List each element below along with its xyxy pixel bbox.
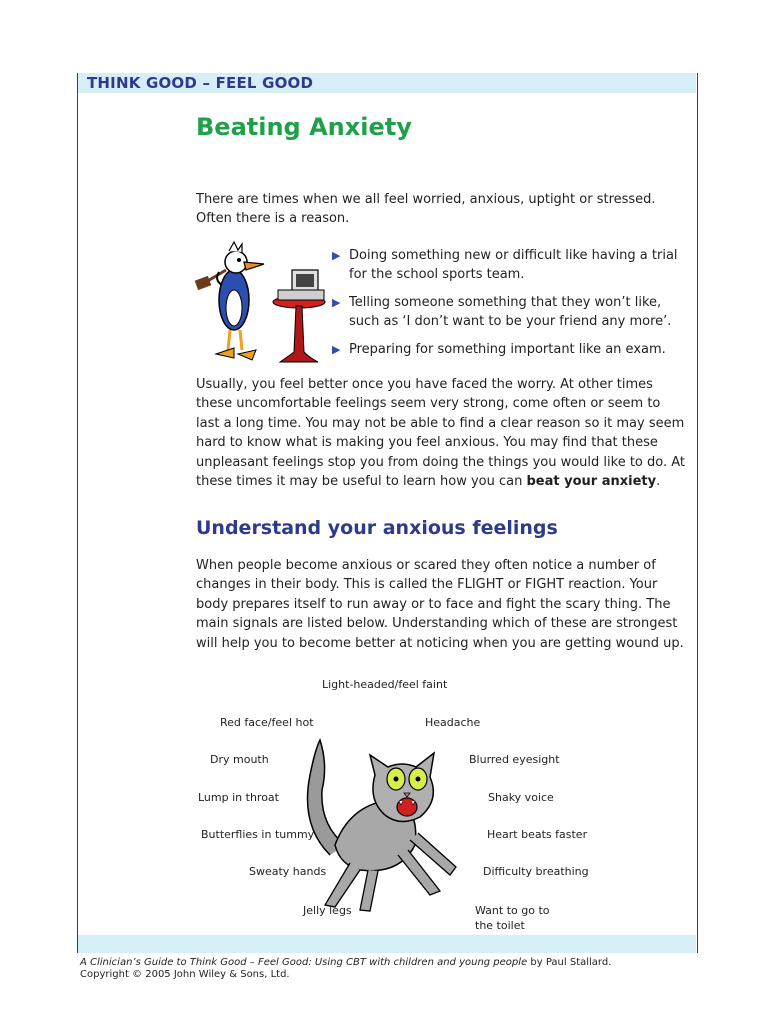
- intro-paragraph: There are times when we all feel worried, anxious, uptight or stressed. Often there is a reason.: [196, 192, 656, 227]
- signal-right: Blurred eyesight: [469, 753, 560, 766]
- list-item: ▶ Telling someone something that they won’t like, such as ‘I don’t want to be your friend any more’.: [332, 295, 672, 329]
- paragraph-flight-fight: When people become anxious or scared they often notice a number of changes in their body. This is called the FLIGHT or FIGHT reaction. Your body prepares itself to run away or to face and fight the scary thing. The main signals are listed below. Understanding which of these are strongest will help you to become better at noticing when you are getting wound up.: [196, 558, 684, 651]
- signal-left: Jelly legs: [303, 904, 352, 917]
- copyright: Copyright © 2005 John Wiley & Sons, Ltd.: [80, 969, 290, 980]
- signal-top: Light-headed/feel faint: [322, 678, 448, 691]
- section-title: Understand your anxious feelings: [196, 517, 558, 539]
- signal-left: Lump in throat: [198, 791, 279, 804]
- signal-left: Red face/feel hot: [220, 716, 314, 729]
- signal-right: Headache: [425, 716, 481, 729]
- signal-right: Want to go to: [475, 904, 550, 917]
- bullet-triangle-icon: ▶: [332, 249, 341, 262]
- header-title: THINK GOOD – FEEL GOOD: [87, 74, 314, 92]
- bullet-triangle-icon: ▶: [332, 296, 341, 309]
- paragraph-usually: Usually, you feel better once you have faced the worry. At other times these uncomfortable feelings seem very strong, come often or seem to last a long time. You may not be able to find a clear reason so it may seem hard to know what is making you feel anxious. You may find that these unpleasant feelings stop you from doing the things you would like to do. At these times it may be useful to learn how you can beat your anxiety.: [196, 377, 686, 490]
- footer-credit: A Clinician’s Guide to Think Good – Feel Good: Using CBT with children and young people by Paul Stallard. Copyright © 2005 John Wiley & Sons, Ltd.: [80, 957, 612, 980]
- footer-band: [78, 935, 696, 953]
- duck-computer-illustration: [194, 240, 329, 370]
- signal-right: Difficulty breathing: [483, 865, 589, 878]
- signal-right: the toilet: [475, 919, 525, 932]
- signal-left: Dry mouth: [210, 753, 269, 766]
- signal-right: Heart beats faster: [487, 828, 588, 841]
- page-title: Beating Anxiety: [196, 113, 412, 141]
- reasons-list: [332, 246, 692, 368]
- list-item: ▶ Doing something new or difficult like having a trial for the school sports team.: [332, 248, 678, 282]
- scared-cat-illustration: [290, 735, 465, 915]
- signal-left: Butterflies in tummy: [201, 828, 315, 841]
- beat-your-anxiety-bold: beat your anxiety: [526, 474, 657, 490]
- signal-right: Shaky voice: [488, 791, 554, 804]
- signal-left: Sweaty hands: [249, 865, 327, 878]
- bullet-triangle-icon: ▶: [332, 343, 341, 356]
- list-item: ▶ Preparing for something important like an exam.: [332, 342, 666, 357]
